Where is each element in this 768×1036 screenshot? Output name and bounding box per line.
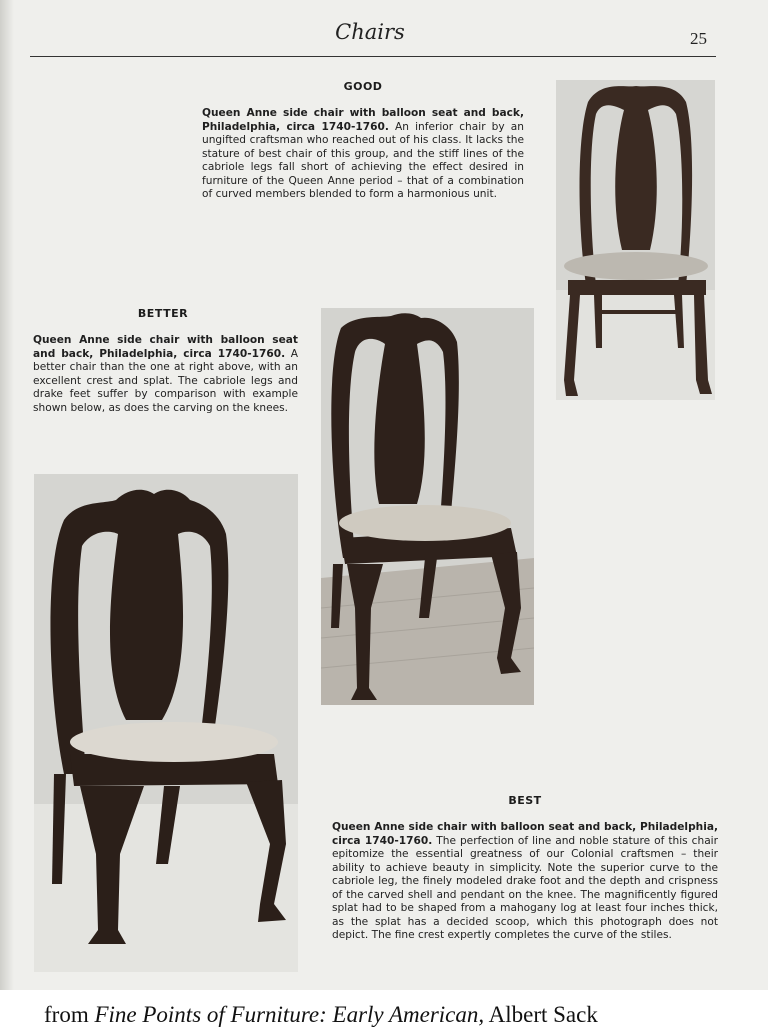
grade-label-better: BETTER — [137, 307, 189, 320]
caption-better-body: A better chair than the one at right above, with an excellent crest and splat. The cabriole legs and drake feet suffer by comparison with example shown below, as does the carving on the knees. — [33, 347, 298, 414]
page-number: 25 — [690, 29, 707, 48]
header-rule — [30, 56, 716, 57]
page-header-title: Chairs — [335, 20, 405, 44]
caption-best-title: Queen Anne side chair with balloon seat and back, Philadelphia, circa 1740-1760. — [332, 821, 718, 847]
grade-label-best: BEST — [508, 794, 542, 807]
caption-best-body: The perfection of line and noble stature of this chair epitomize the essential greatness of our Colonial craftsmen – their ability to achieve beauty in simplicity. Note the superior curve to the cabriole leg, the finely modeled drake foot and the depth and crispness of the carved shell and pendant on the knee. The magnificently figured splat had to be shaped from a mahogany log at least four inches thick, as the splat has a decided scoop, which this photograph does not depict. The fine crest expertly completes the curve of the stiles. — [332, 834, 718, 941]
footer-book-title: Fine Points of Furniture: Early American, — [94, 1002, 485, 1027]
photo-chair-best — [34, 474, 298, 972]
caption-best — [332, 821, 718, 943]
grade-label-good: GOOD — [343, 80, 383, 93]
footer-prefix: from — [44, 1002, 95, 1027]
caption-better — [33, 334, 298, 415]
caption-better-title: Queen Anne side chair with balloon seat and back, Philadelphia, circa 1740-1760. — [33, 334, 298, 360]
footer-author: Albert Sack — [484, 1002, 598, 1027]
caption-good-title: Queen Anne side chair with balloon seat and back, Philadelphia, circa 1740-1760. — [202, 107, 524, 133]
footer-attribution — [44, 1002, 598, 1028]
caption-good-body: An inferior chair by an ungifted craftsman who reached out of his class. It lacks the stature of best chair of this group, and the stiff lines of the cabriole legs fall short of achieving the effect desired in furniture of the Queen Anne period – that of a combination of curved members blended to form a harmonious unit. — [202, 120, 524, 200]
page-gutter-shadow — [0, 0, 14, 990]
photo-chair-good — [556, 80, 715, 400]
caption-good — [202, 107, 524, 202]
photo-chair-better — [321, 308, 534, 705]
